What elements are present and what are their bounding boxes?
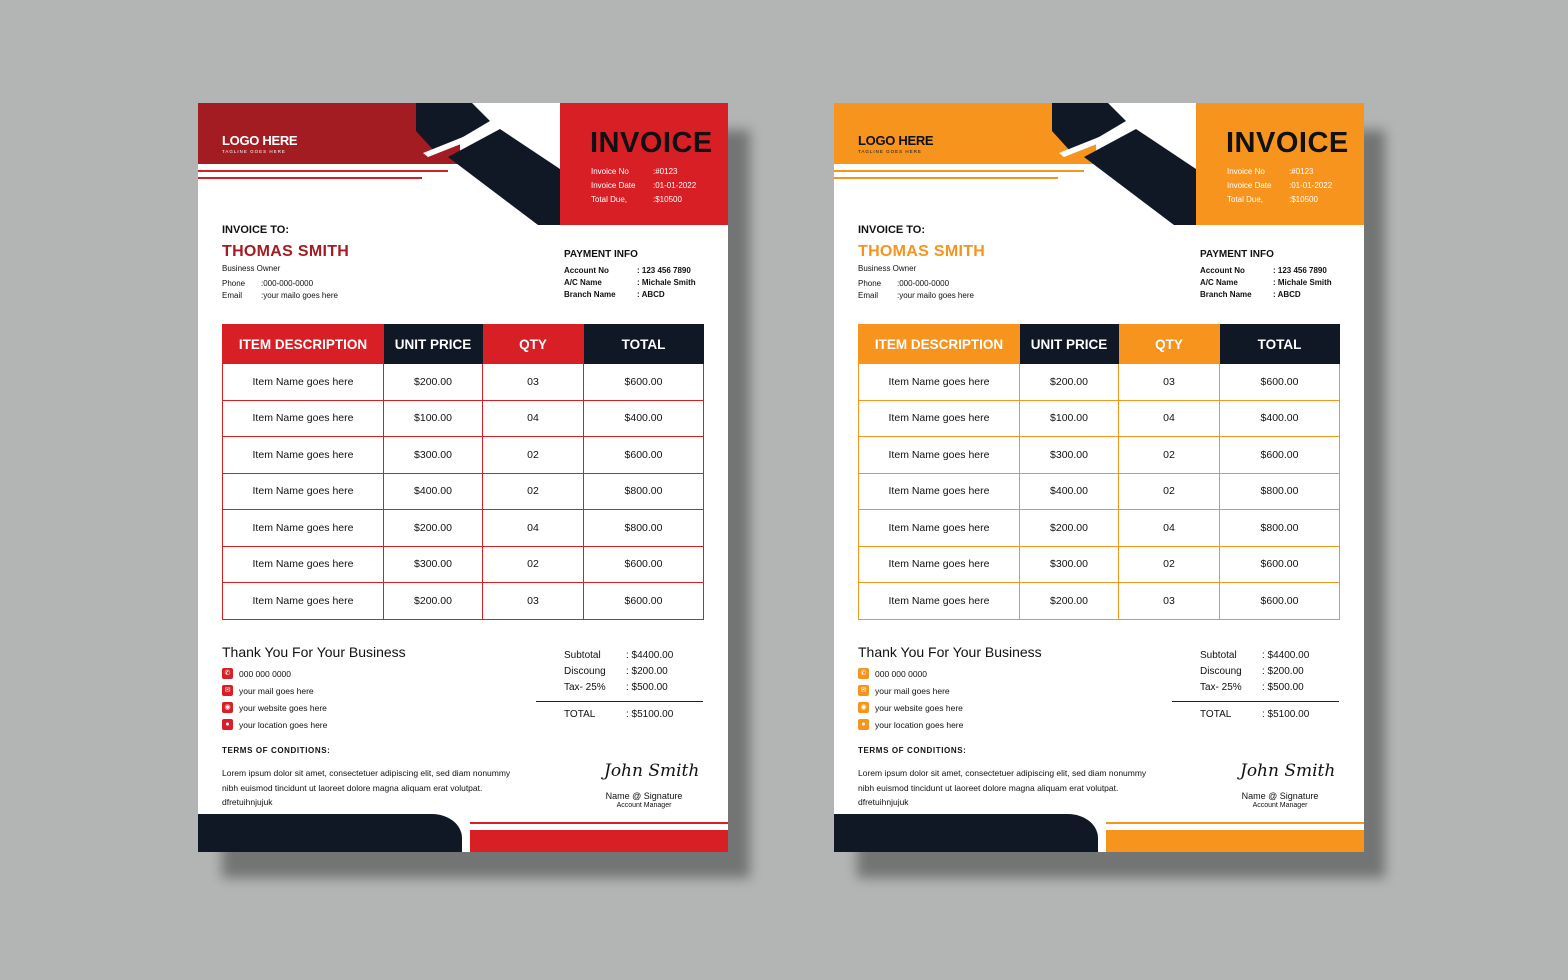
table-cell: Item Name goes here xyxy=(223,437,384,474)
table-cell: $800.00 xyxy=(1220,510,1340,547)
payment-value: : 123 456 7890 xyxy=(1273,266,1327,275)
table-cell: $800.00 xyxy=(584,473,704,510)
payment-info-title: PAYMENT INFO xyxy=(1200,249,1274,260)
table-cell: $300.00 xyxy=(1020,437,1119,474)
terms-text: Lorem ipsum dolor sit amet, consectetuer adipiscing elit, sed diam nonummy nibh euismod tincidunt ut laoreet dolore magna aliquam erat volutpat. dfretuihnjujuk xyxy=(222,768,511,807)
location-icon: ● xyxy=(222,719,233,730)
footer-color-band xyxy=(1106,830,1364,852)
summary-label: Subtotal xyxy=(1200,650,1237,661)
table-row xyxy=(859,510,1340,547)
dark-shape xyxy=(1084,129,1196,225)
summary-value: : $4400.00 xyxy=(1262,650,1310,661)
total-label: TOTAL xyxy=(564,709,596,720)
client-info-label: Phone xyxy=(222,279,246,288)
client-info-value: :your mailo goes here xyxy=(897,291,974,300)
table-cell: Item Name goes here xyxy=(223,400,384,437)
logo-tagline: TAGLINE GOES HERE xyxy=(222,149,286,154)
contact-row xyxy=(222,685,314,696)
table-cell: 04 xyxy=(483,400,584,437)
summary-divider xyxy=(536,701,703,702)
signature: John Smith xyxy=(1240,761,1336,781)
invoice-meta-label: Invoice No xyxy=(591,167,629,176)
table-header-cell: TOTAL xyxy=(584,325,704,364)
signature: John Smith xyxy=(604,761,700,781)
contact-row xyxy=(858,668,927,679)
table-header-cell: ITEM DESCRIPTION xyxy=(859,325,1020,364)
table-cell: $200.00 xyxy=(1020,510,1119,547)
table-row xyxy=(223,546,704,583)
contact-text: your location goes here xyxy=(875,719,964,730)
table-cell: $400.00 xyxy=(384,473,483,510)
footer-dark-band xyxy=(198,814,462,852)
table-cell: $600.00 xyxy=(1220,546,1340,583)
table-row xyxy=(859,473,1340,510)
mail-icon: ✉ xyxy=(858,685,869,696)
signature-label: Name @ Signature xyxy=(1241,791,1319,801)
footer-line xyxy=(470,822,728,824)
payment-label: Branch Name xyxy=(564,290,616,299)
contact-row xyxy=(222,719,327,730)
dark-shape xyxy=(448,129,560,225)
invoice-meta-value: :$10500 xyxy=(653,195,682,204)
contact-text: your website goes here xyxy=(875,702,963,713)
invoice-sheet-orange xyxy=(834,103,1364,852)
invoice-to-label: INVOICE TO: xyxy=(858,224,926,236)
table-cell: $600.00 xyxy=(1220,583,1340,620)
table-header-row xyxy=(859,325,1340,364)
payment-value: : ABCD xyxy=(1273,290,1301,299)
footer-dark-band xyxy=(834,814,1098,852)
table-cell: $400.00 xyxy=(584,400,704,437)
contact-text: your mail goes here xyxy=(239,685,314,696)
invoice-meta-value: :01-01-2022 xyxy=(1289,181,1333,190)
table-cell: $600.00 xyxy=(584,364,704,401)
terms-text: Lorem ipsum dolor sit amet, consectetuer adipiscing elit, sed diam nonummy nibh euismod tincidunt ut laoreet dolore magna aliquam erat volutpat. dfretuihnjujuk xyxy=(858,768,1147,807)
terms-title: TERMS OF CONDITIONS: xyxy=(858,746,967,755)
table-cell: 02 xyxy=(1119,437,1220,474)
client-name: THOMAS SMITH xyxy=(222,243,350,260)
table-header-cell: UNIT PRICE xyxy=(384,325,483,364)
table-cell: $300.00 xyxy=(384,546,483,583)
payment-label: A/C Name xyxy=(564,278,602,287)
table-header-cell: QTY xyxy=(483,325,584,364)
table-cell: 04 xyxy=(1119,400,1220,437)
footer-line xyxy=(1106,822,1364,824)
table-cell: Item Name goes here xyxy=(859,583,1020,620)
client-info-value: :000-000-0000 xyxy=(897,279,950,288)
invoice-to-label: INVOICE TO: xyxy=(222,224,290,236)
contact-text: your website goes here xyxy=(239,702,327,713)
payment-label: Account No xyxy=(1200,266,1245,275)
payment-label: Account No xyxy=(564,266,609,275)
table-cell: Item Name goes here xyxy=(223,473,384,510)
table-cell: Item Name goes here xyxy=(859,546,1020,583)
logo-tagline: TAGLINE GOES HERE xyxy=(858,149,922,154)
table-cell: 04 xyxy=(483,510,584,547)
table-row xyxy=(223,437,704,474)
client-info-value: :your mailo goes here xyxy=(261,291,338,300)
table-cell: Item Name goes here xyxy=(859,400,1020,437)
invoice-meta-value: :$10500 xyxy=(1289,195,1318,204)
table-header-cell: QTY xyxy=(1119,325,1220,364)
contact-text: 000 000 0000 xyxy=(875,668,927,679)
client-role: Business Owner xyxy=(858,264,917,273)
payment-value: : 123 456 7890 xyxy=(637,266,691,275)
header-decoration xyxy=(1044,103,1214,228)
table-header-cell: UNIT PRICE xyxy=(1020,325,1119,364)
table-row xyxy=(859,400,1340,437)
table-cell: 02 xyxy=(1119,546,1220,583)
footer-color-band xyxy=(470,830,728,852)
invoice-sheet-red xyxy=(198,103,728,852)
table-cell: $100.00 xyxy=(1020,400,1119,437)
table-cell: Item Name goes here xyxy=(223,510,384,547)
summary-label: Subtotal xyxy=(564,650,601,661)
contact-row xyxy=(222,668,291,679)
table-row xyxy=(223,364,704,401)
signature-role: Account Manager xyxy=(616,802,672,809)
mail-icon: ✉ xyxy=(222,685,233,696)
table-row xyxy=(859,364,1340,401)
table-row xyxy=(223,400,704,437)
logo: LOGO HERE xyxy=(858,133,934,148)
phone-icon: ✆ xyxy=(858,668,869,679)
total-value: : $5100.00 xyxy=(626,709,674,720)
invoice-title: INVOICE xyxy=(590,127,713,159)
summary-value: : $200.00 xyxy=(626,666,668,677)
table-cell: $400.00 xyxy=(1220,400,1340,437)
payment-label: A/C Name xyxy=(1200,278,1238,287)
header-line xyxy=(834,177,1058,179)
payment-label: Branch Name xyxy=(1200,290,1252,299)
invoice-meta-value: :#0123 xyxy=(653,167,678,176)
client-info-label: Email xyxy=(858,291,879,300)
location-icon: ● xyxy=(858,719,869,730)
table-cell: Item Name goes here xyxy=(223,546,384,583)
globe-icon: ◉ xyxy=(858,702,869,713)
invoice-meta-value: :#0123 xyxy=(1289,167,1314,176)
table-row xyxy=(859,546,1340,583)
table-cell: Item Name goes here xyxy=(223,583,384,620)
table-row xyxy=(223,583,704,620)
table-cell: $300.00 xyxy=(1020,546,1119,583)
table-cell: 03 xyxy=(483,583,584,620)
contact-text: 000 000 0000 xyxy=(239,668,291,679)
client-info-value: :000-000-0000 xyxy=(261,279,314,288)
summary-divider xyxy=(1172,701,1339,702)
table-cell: $100.00 xyxy=(384,400,483,437)
table-cell: 03 xyxy=(1119,583,1220,620)
globe-icon: ◉ xyxy=(222,702,233,713)
summary-value: : $200.00 xyxy=(1262,666,1304,677)
table-cell: $300.00 xyxy=(384,437,483,474)
table-header-cell: ITEM DESCRIPTION xyxy=(223,325,384,364)
table-header-cell: TOTAL xyxy=(1220,325,1340,364)
terms-title: TERMS OF CONDITIONS: xyxy=(222,746,331,755)
table-cell: $200.00 xyxy=(384,583,483,620)
signature-label: Name @ Signature xyxy=(605,791,683,801)
table-cell: $600.00 xyxy=(584,583,704,620)
table-header-row xyxy=(223,325,704,364)
header-line xyxy=(198,177,422,179)
invoice-meta-value: :01-01-2022 xyxy=(653,181,697,190)
table-cell: $800.00 xyxy=(584,510,704,547)
table-row xyxy=(859,437,1340,474)
table-cell: $200.00 xyxy=(384,364,483,401)
client-role: Business Owner xyxy=(222,264,281,273)
summary-label: Tax- 25% xyxy=(564,682,606,693)
contact-row xyxy=(858,702,963,713)
invoice-meta-label: Total Due, xyxy=(591,195,628,204)
table-cell: 02 xyxy=(483,546,584,583)
table-cell: Item Name goes here xyxy=(859,473,1020,510)
invoice-meta-label: Invoice Date xyxy=(1227,181,1272,190)
thank-you-text: Thank You For Your Business xyxy=(222,644,406,660)
payment-value: : Michale Smith xyxy=(637,278,696,287)
table-cell: 03 xyxy=(483,364,584,401)
items-table xyxy=(222,324,704,620)
summary-value: : $4400.00 xyxy=(626,650,674,661)
table-cell: 03 xyxy=(1119,364,1220,401)
table-row xyxy=(859,583,1340,620)
summary-value: : $500.00 xyxy=(626,682,668,693)
payment-value: : Michale Smith xyxy=(1273,278,1332,287)
payment-info-title: PAYMENT INFO xyxy=(564,249,638,260)
table-cell: $800.00 xyxy=(1220,473,1340,510)
summary-label: Discoung xyxy=(564,666,606,677)
table-cell: Item Name goes here xyxy=(859,364,1020,401)
table-cell: Item Name goes here xyxy=(223,364,384,401)
items-table xyxy=(858,324,1340,620)
contact-row xyxy=(858,685,950,696)
invoice-title-box xyxy=(560,103,728,225)
summary-value: : $500.00 xyxy=(1262,682,1304,693)
phone-icon: ✆ xyxy=(222,668,233,679)
summary-label: Tax- 25% xyxy=(1200,682,1242,693)
table-cell: $600.00 xyxy=(1220,364,1340,401)
table-cell: 02 xyxy=(483,437,584,474)
signature-role: Account Manager xyxy=(1252,802,1308,809)
invoice-title-box xyxy=(1196,103,1364,225)
table-cell: $200.00 xyxy=(1020,364,1119,401)
total-value: : $5100.00 xyxy=(1262,709,1310,720)
table-cell: 04 xyxy=(1119,510,1220,547)
invoice-meta-label: Invoice Date xyxy=(591,181,636,190)
invoice-title: INVOICE xyxy=(1226,127,1349,159)
table-cell: 02 xyxy=(1119,473,1220,510)
header-decoration xyxy=(408,103,578,228)
contact-text: your mail goes here xyxy=(875,685,950,696)
invoice-meta-label: Invoice No xyxy=(1227,167,1265,176)
table-cell: $200.00 xyxy=(1020,583,1119,620)
client-info-label: Email xyxy=(222,291,243,300)
table-cell: $400.00 xyxy=(1020,473,1119,510)
table-cell: $600.00 xyxy=(1220,437,1340,474)
table-cell: 02 xyxy=(483,473,584,510)
table-cell: Item Name goes here xyxy=(859,510,1020,547)
payment-value: : ABCD xyxy=(637,290,665,299)
total-label: TOTAL xyxy=(1200,709,1232,720)
contact-row xyxy=(858,719,963,730)
client-name: THOMAS SMITH xyxy=(858,243,986,260)
contact-text: your location goes here xyxy=(239,719,328,730)
contact-row xyxy=(222,702,327,713)
invoice-meta-label: Total Due, xyxy=(1227,195,1264,204)
table-cell: $600.00 xyxy=(584,546,704,583)
table-row xyxy=(223,510,704,547)
summary-label: Discoung xyxy=(1200,666,1242,677)
table-cell: $600.00 xyxy=(584,437,704,474)
thank-you-text: Thank You For Your Business xyxy=(858,644,1042,660)
client-info-label: Phone xyxy=(858,279,882,288)
logo: LOGO HERE xyxy=(222,133,298,148)
table-row xyxy=(223,473,704,510)
table-cell: $200.00 xyxy=(384,510,483,547)
table-cell: Item Name goes here xyxy=(859,437,1020,474)
